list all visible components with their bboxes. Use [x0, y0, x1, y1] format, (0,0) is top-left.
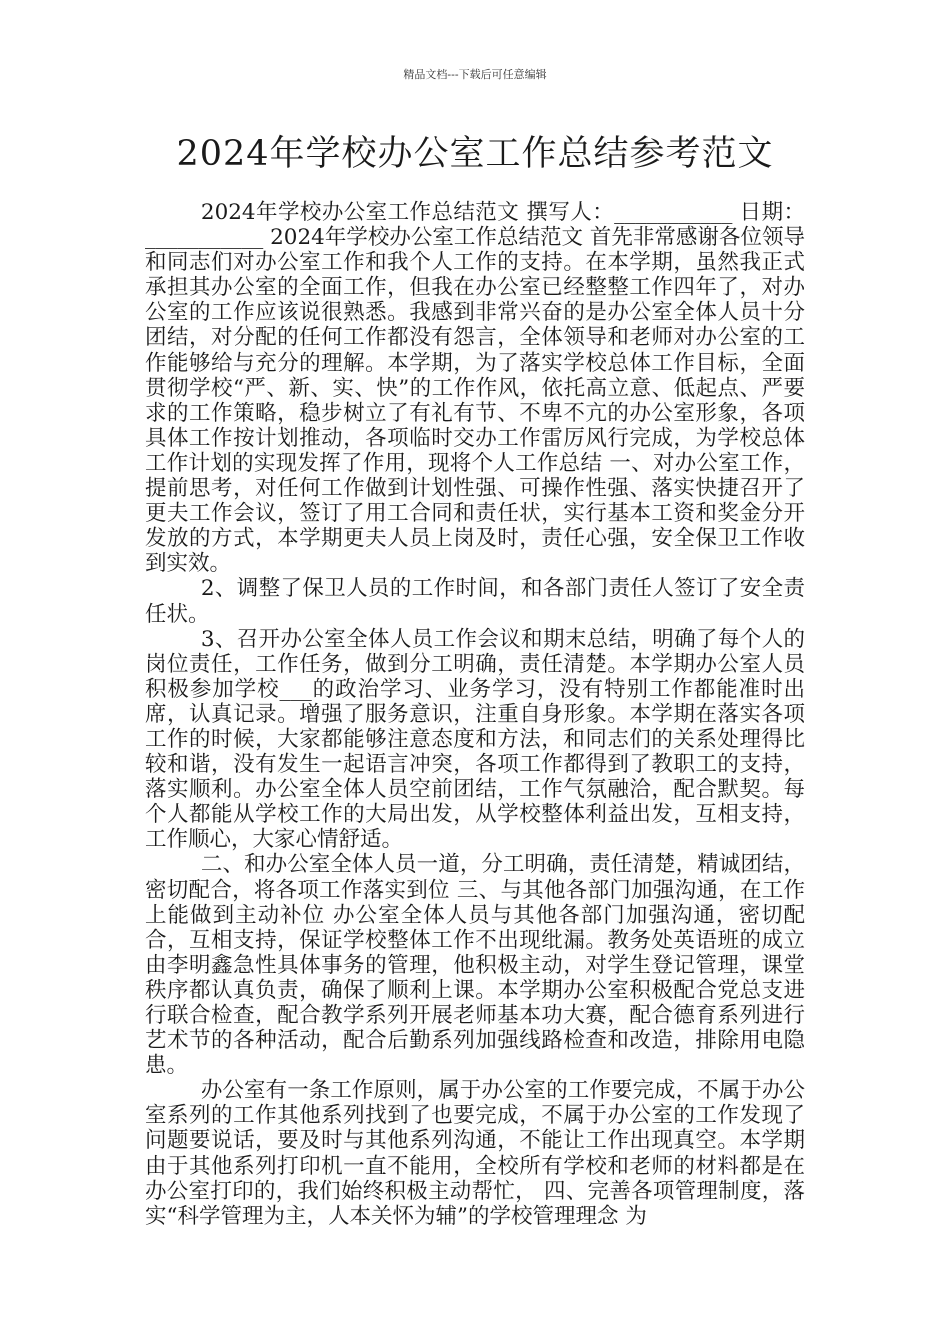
- paragraph: 2、调整了保卫人员的工作时间，和各部门责任人签订了安全责任状。: [145, 576, 805, 627]
- paragraph: 办公室有一条工作原则，属于办公室的工作要完成，不属于办公室系列的工作其他系列找到了也要完成，不属于办公室的工作发现了问题要说话，要及时与其他系列沟通，不能让工作出现真空。本学期由于其他系列打印机一直不能用，全校所有学校和老师的材料都是在办公室打印的，我们始终积极主动帮忙， 四、完善各项管理制度，落实“科学管理为主，人本关怀为辅”的学校管理理念 为: [145, 1078, 805, 1229]
- document-title: 2024年学校办公室工作总结参考范文: [176, 134, 774, 174]
- page-header: 精品文档---下载后可任意编辑: [403, 68, 547, 81]
- document-body: [145, 200, 805, 1229]
- paragraph: 2024年学校办公室工作总结范文 撰写人：___________ 日期：___________ 2024年学校办公室工作总结范文 首先非常感谢各位领导和同志们对办公室工作和我个人工作的支持。在本学期，虽然我正式承担其办公室的全面工作，但我在办公室已经整整工作四年了，对办公室的工作应该说很熟悉。我感到非常兴奋的是办公室全体人员十分团结，对分配的任何工作都没有怨言，全体领导和老师对办公室的工作能够给与充分的理解。本学期，为了落实学校总体工作目标，全面贯彻学校“严、新、实、快”的工作作风，依托高立意、低起点、严要求的工作策略，稳步树立了有礼有节、不卑不亢的办公室形象，各项具体工作按计划推动，各项临时交办工作雷厉风行完成，为学校总体工作计划的实现发挥了作用，现将个人工作总结 一、对办公室工作，提前思考，对任何工作做到计划性强、可操作性强、落实快捷召开了更夫工作会议，签订了用工合同和责任状，实行基本工资和奖金分开发放的方式，本学期更夫人员上岗及时，责任心强，安全保卫工作收到实效。: [145, 200, 805, 577]
- paragraph: 3、召开办公室全体人员工作会议和期末总结，明确了每个人的岗位责任，工作任务，做到分工明确，责任清楚。本学期办公室人员积极参加学校___的政治学习、业务学习，没有特别工作都能准时出席，认真记录。增强了服务意识，注重自身形象。本学期在落实各项工作的时候，大家都能够注意态度和方法，和同志们的关系处理得比较和谐，没有发生一起语言冲突，各项工作都得到了教职工的支持，落实顺利。办公室全体人员空前团结，工作气氛融洽，配合默契。每个人都能从学校工作的大局出发，从学校整体利益出发，互相支持，工作顺心，大家心情舒适。: [145, 626, 805, 853]
- paragraph: 二、和办公室全体人员一道，分工明确，责任清楚，精诚团结，密切配合，将各项工作落实到位 三、与其他各部门加强沟通，在工作上能做到主动补位 办公室全体人员与其他各部门加强沟通，密切配合，互相支持，保证学校整体工作不出现纰漏。教务处英语班的成立由李明鑫急性具体事务的管理，他积极主动，对学生登记管理，课堂秩序都认真负责，确保了顺利上课。本学期办公室积极配合党总支进行联合检查，配合教学系列开展老师基本功大赛，配合德育系列进行艺术节的各种活动，配合后勤系列加强线路检查和改造，排除用电隐患。: [145, 852, 805, 1079]
